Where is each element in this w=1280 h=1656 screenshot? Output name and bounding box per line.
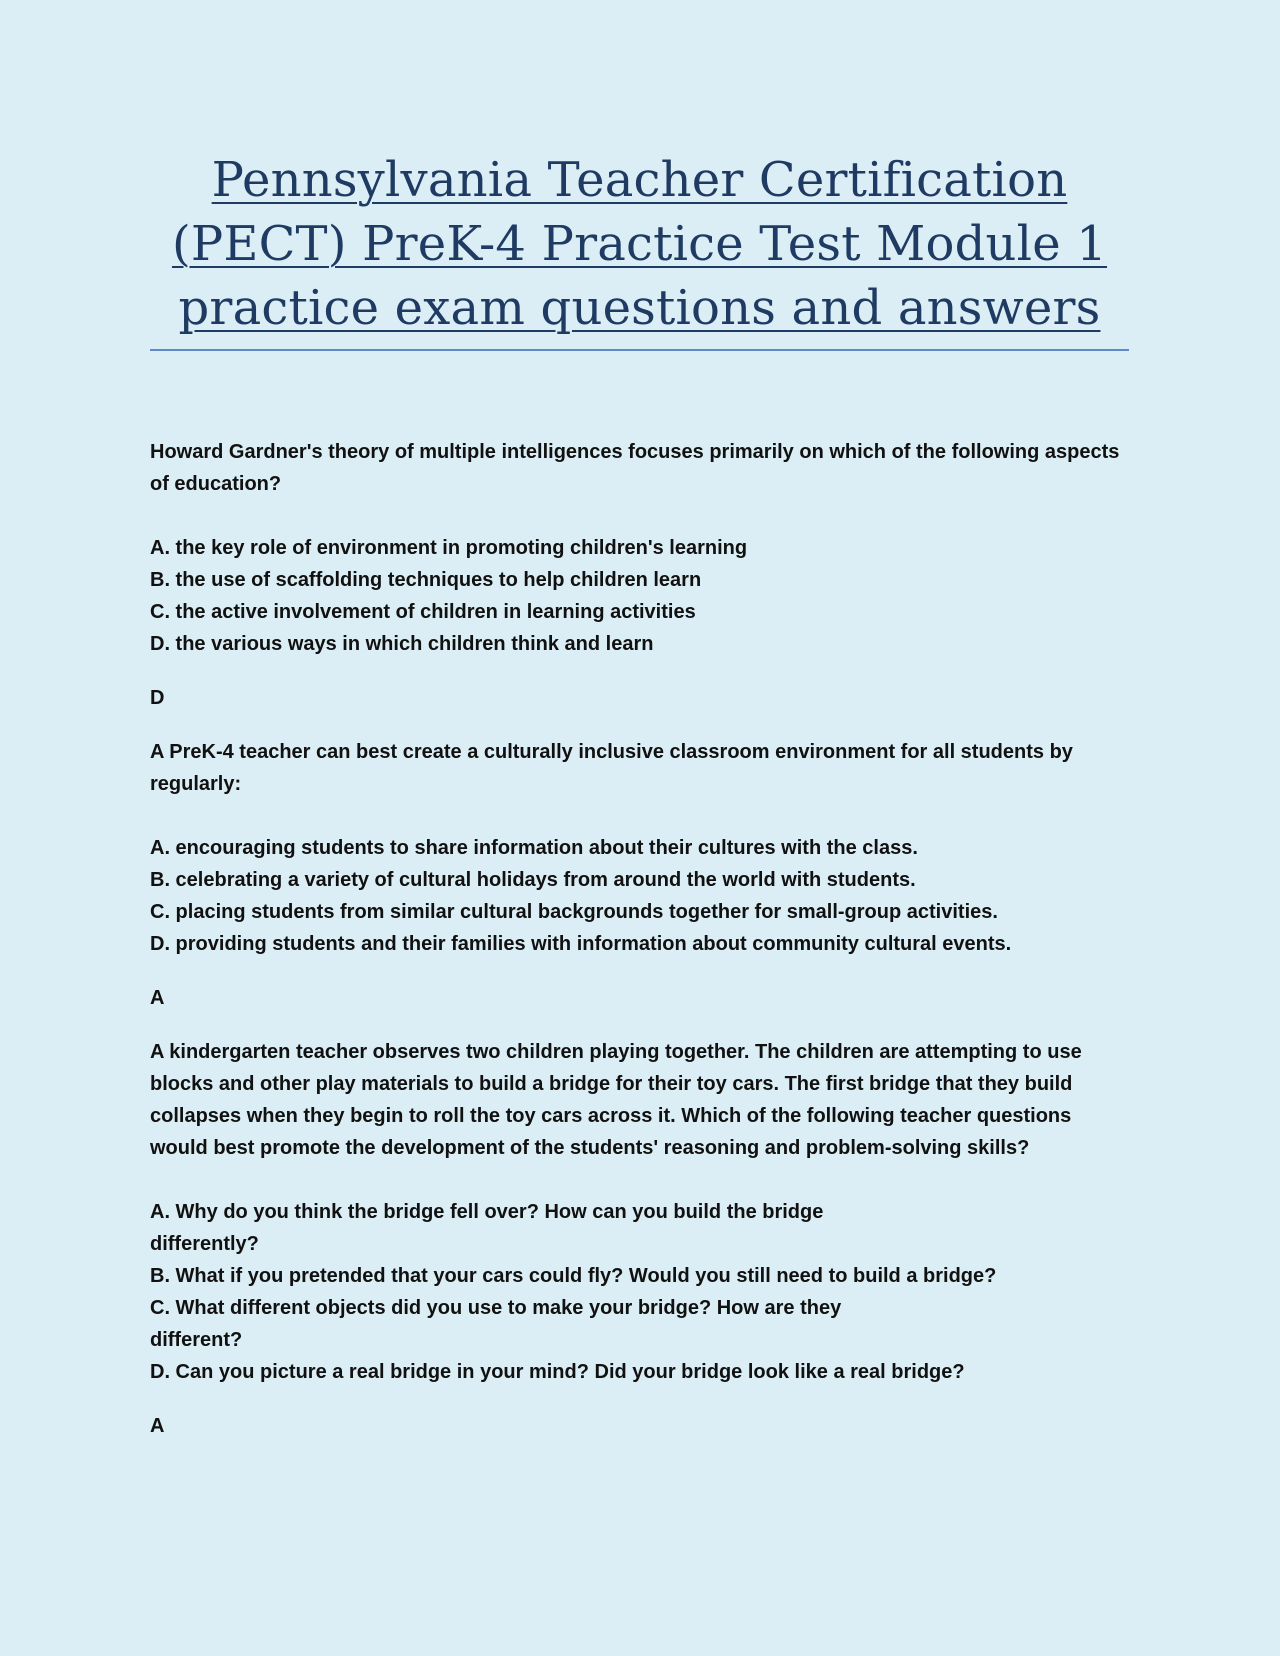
option-d: D. the various ways in which children think and learn	[150, 633, 654, 655]
document-page	[150, 0, 1129, 1656]
questions-section	[150, 436, 1129, 1464]
answer-key: D	[150, 687, 165, 709]
question-prompt: A kindergarten teacher observes two children playing together. The children are attempting to use blocks and other play materials to build a bridge for their toy cars. The first bridge that they build collapses when they begin to roll the toy cars across it. Which of the following teacher questions would best promote the development of the students' reasoning and problem-solving skills?	[150, 1041, 1082, 1159]
document-title	[150, 148, 1129, 340]
option-a: A. Why do you think the bridge fell over? How can you build the bridge differently?	[150, 1201, 824, 1255]
option-a: A. encouraging students to share information about their cultures with the class.	[150, 837, 918, 859]
option-b: B. celebrating a variety of cultural holidays from around the world with students.	[150, 869, 916, 891]
option-d: D. Can you picture a real bridge in your mind? Did your bridge look like a real bridge?	[150, 1361, 965, 1383]
option-b: B. What if you pretended that your cars could fly? Would you still need to build a bridge?	[150, 1265, 997, 1287]
question-block-2	[150, 736, 1129, 1014]
answer-key: A	[150, 987, 165, 1009]
question-prompt: A PreK-4 teacher can best create a culturally inclusive classroom environment for all students by regularly:	[150, 741, 1073, 795]
question-prompt: Howard Gardner's theory of multiple intelligences focuses primarily on which of the following aspects of education?	[150, 441, 1120, 495]
option-c: C. placing students from similar cultural backgrounds together for small-group activities.	[150, 901, 998, 923]
option-c: C. What different objects did you use to make your bridge? How are they different?	[150, 1297, 842, 1351]
question-block-3	[150, 1036, 1129, 1442]
option-a: A. the key role of environment in promoting children's learning	[150, 537, 748, 559]
answer-key: A	[150, 1415, 165, 1437]
title-line-3: practice exam questions and answers	[178, 280, 1101, 336]
question-block-1	[150, 436, 1129, 714]
option-d: D. providing students and their families with information about community cultural events.	[150, 933, 1012, 955]
title-line-2: (PECT) PreK-4 Practice Test Module 1	[171, 216, 1108, 272]
title-line-1: Pennsylvania Teacher Certification	[211, 152, 1068, 208]
answer-options	[150, 1196, 1129, 1388]
answer-options	[150, 832, 1129, 960]
answer-options	[150, 532, 1129, 660]
title-divider	[150, 349, 1129, 351]
option-c: C. the active involvement of children in learning activities	[150, 601, 696, 623]
option-b: B. the use of scaffolding techniques to help children learn	[150, 569, 702, 591]
